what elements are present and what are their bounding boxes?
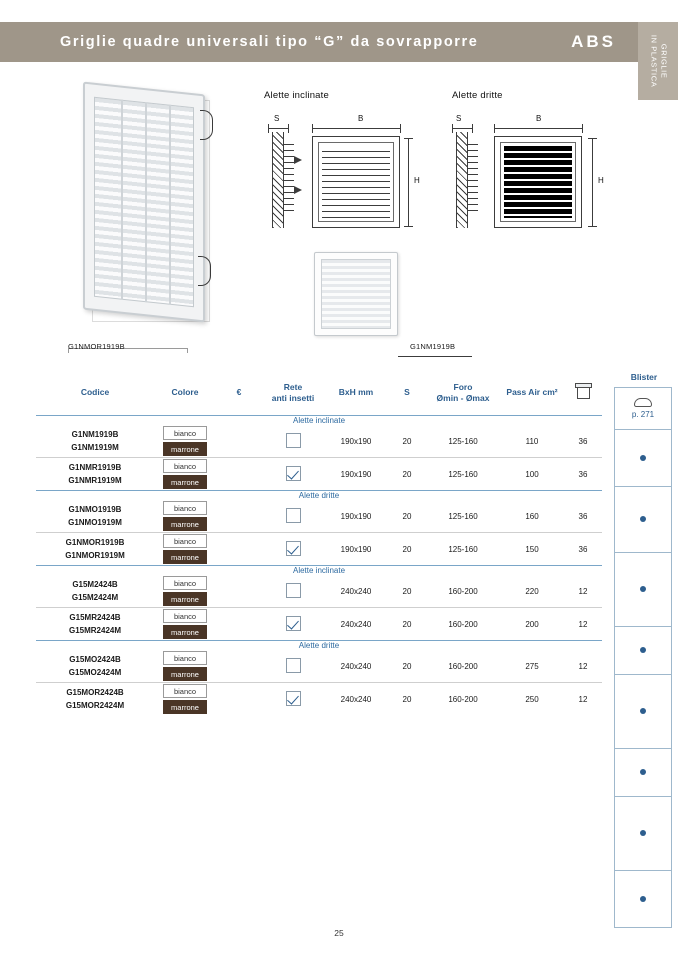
color-cell: [154, 650, 216, 683]
wall-section-hatch: [456, 132, 468, 228]
product-code: G15MR2424B: [69, 613, 121, 623]
color-chip-bianco: bianco: [163, 651, 207, 665]
passair-cell: 110: [525, 436, 539, 446]
col-header-s: S: [388, 372, 426, 416]
dim-label-h: H: [414, 176, 420, 185]
color-cell: [154, 533, 216, 566]
insect-net-checkbox[interactable]: [286, 466, 301, 481]
price-cell: [216, 500, 262, 533]
grille-slats-dritte: [504, 146, 572, 218]
price-cell: [216, 650, 262, 683]
color-cell: [154, 458, 216, 491]
insect-net-checkbox[interactable]: [286, 541, 301, 556]
bxh-cell: 240x240: [340, 661, 372, 671]
color-chip-marrone: marrone: [163, 550, 207, 564]
product-code: G1NMOR1919B: [65, 538, 125, 548]
bxh-cell: 190x190: [324, 533, 388, 566]
blister-dot: [640, 586, 646, 592]
s-cell: 20: [402, 586, 412, 596]
page-number: 25: [334, 928, 344, 938]
bxh-cell: 190x190: [340, 436, 372, 446]
blister-availability-cell: [615, 552, 671, 626]
blister-dot: [640, 455, 646, 461]
dim-tick: [582, 124, 583, 133]
dim-label-s: S: [274, 114, 280, 123]
color-chip-bianco: bianco: [163, 576, 207, 590]
passair-cell: 160: [525, 511, 539, 521]
passair-cell: 275: [525, 661, 539, 671]
qty-cell: 36: [578, 436, 588, 446]
blister-availability-cell: [615, 796, 671, 870]
insect-net-cell[interactable]: [262, 608, 324, 641]
product-codes: [36, 683, 154, 716]
qty-cell: 12: [564, 608, 602, 641]
table-row[interactable]: [36, 608, 602, 641]
product-code: G1NMR1919M: [68, 476, 122, 486]
box-icon: [575, 383, 592, 399]
price-cell: [216, 425, 262, 458]
dim-tick: [472, 124, 473, 133]
dim-label-b: B: [358, 114, 364, 123]
color-cell: [154, 500, 216, 533]
dim-label-b: B: [536, 114, 542, 123]
s-cell: 20: [402, 436, 412, 446]
blister-header: [615, 388, 671, 430]
page-title: Griglie quadre universali tipo “G” da sovrapporre: [60, 34, 479, 50]
price-cell: [216, 608, 262, 641]
dim-line-b: [312, 128, 400, 129]
blister-dot: [640, 647, 646, 653]
product-code: G15MOR2424B: [66, 688, 124, 698]
table-row[interactable]: [36, 458, 602, 491]
grille-slats-inclinate: [322, 146, 390, 218]
table-row[interactable]: [36, 500, 602, 533]
group-title-row: [36, 566, 602, 576]
dim-line-s: [452, 128, 472, 129]
grille-spring-clip: [200, 110, 213, 140]
col-header-passair: Pass Air cm²: [500, 372, 564, 416]
dim-line-s: [268, 128, 288, 129]
product-code: G1NMOR1919M: [65, 551, 125, 561]
qty-cell: 12: [578, 661, 588, 671]
col-header-rete: [262, 372, 324, 416]
table-row[interactable]: [36, 683, 602, 716]
dim-tick: [312, 124, 313, 133]
insect-net-cell[interactable]: [262, 650, 324, 683]
blister-hang-hole-icon: [634, 398, 652, 407]
grille-front-slats: [321, 259, 391, 329]
product-code: G1NM1919M: [71, 443, 119, 453]
group-title: Alette dritte: [36, 641, 602, 651]
group-title: Alette inclinate: [292, 416, 346, 426]
mounting-comb: [468, 144, 478, 214]
grille-vertical-bar: [121, 100, 123, 300]
price-cell: [216, 683, 262, 716]
dim-line-h: [408, 138, 409, 226]
col-header-foro-line2: Ømin - Ømax: [436, 392, 490, 403]
color-cell: [154, 683, 216, 716]
price-cell: [216, 575, 262, 608]
side-tab-line-1: GRIGLIE: [659, 43, 669, 79]
grille-slats: [94, 97, 194, 308]
col-header-bxh: BxH mm: [324, 372, 388, 416]
col-header-price: €: [216, 372, 262, 416]
blister-dot: [640, 708, 646, 714]
color-chip-marrone: marrone: [163, 475, 207, 489]
product-code: G15M2424B: [72, 580, 118, 590]
foro-cell: 160-200: [448, 586, 478, 596]
product-code: G15MO2424B: [69, 655, 121, 665]
col-header-rete-line2: anti insetti: [271, 392, 315, 403]
passair-cell: 250: [500, 683, 564, 716]
bxh-cell: 240x240: [324, 608, 388, 641]
foro-cell: 125-160: [426, 458, 500, 491]
bxh-cell: 240x240: [324, 683, 388, 716]
dim-tick: [400, 124, 401, 133]
insect-net-checkbox[interactable]: [286, 691, 301, 706]
bxh-cell: 240x240: [340, 586, 372, 596]
dim-tick: [288, 124, 289, 133]
grille-vertical-bar: [145, 102, 147, 302]
blister-dot: [640, 830, 646, 836]
dim-tick: [452, 124, 453, 133]
qty-cell: 36: [564, 458, 602, 491]
blister-availability-cell: [615, 430, 671, 486]
dim-tick: [588, 226, 597, 227]
product-codes: [36, 425, 154, 458]
bxh-cell: 190x190: [324, 458, 388, 491]
product-code: G1NMO1919B: [68, 505, 122, 515]
product-code: G15MO2424M: [68, 668, 122, 678]
small-grille-caption: G1NM1919B: [410, 342, 456, 351]
blister-availability-cell: [615, 486, 671, 552]
table-row[interactable]: [36, 575, 602, 608]
color-cell: [154, 608, 216, 641]
grille-perspective-image: [83, 82, 205, 323]
dim-tick: [404, 226, 413, 227]
price-cell: [216, 458, 262, 491]
insect-net-cell[interactable]: [262, 683, 324, 716]
dim-tick: [404, 138, 413, 139]
color-chip-bianco: bianco: [163, 426, 207, 440]
product-table: [36, 372, 602, 715]
dim-line-h: [592, 138, 593, 226]
color-chip-bianco: bianco: [163, 459, 207, 473]
blister-availability-cell: [615, 870, 671, 927]
color-chip-bianco: bianco: [163, 501, 207, 515]
dim-line-b: [494, 128, 582, 129]
s-cell: 20: [402, 511, 412, 521]
illustration-area: [0, 70, 678, 370]
product-code: G15MR2424M: [68, 626, 122, 636]
foro-cell: 160-200: [426, 608, 500, 641]
product-codes: [36, 650, 154, 683]
product-table-area: [36, 372, 658, 715]
foro-cell: 160-200: [426, 683, 500, 716]
dim-tick: [494, 124, 495, 133]
product-codes: [36, 608, 154, 641]
insect-net-cell[interactable]: [262, 575, 324, 608]
grille-vertical-bar: [169, 105, 171, 305]
insect-net-cell[interactable]: [262, 458, 324, 491]
foro-cell: 125-160: [448, 511, 478, 521]
color-chip-marrone: marrone: [163, 592, 207, 606]
product-codes: [36, 533, 154, 566]
qty-cell: 36: [564, 533, 602, 566]
col-header-rete-line1: Rete: [283, 382, 303, 392]
air-flow-arrow: [294, 186, 302, 194]
color-chip-bianco: bianco: [163, 684, 207, 698]
grille-front-image: [314, 252, 398, 336]
color-cell: [154, 425, 216, 458]
color-chip-marrone: marrone: [163, 625, 207, 639]
color-chip-bianco: bianco: [163, 534, 207, 548]
product-codes: [36, 500, 154, 533]
insect-net-cell[interactable]: [262, 425, 324, 458]
color-cell: [154, 575, 216, 608]
group-title: Alette inclinate: [36, 566, 602, 576]
color-chip-marrone: marrone: [163, 442, 207, 456]
table-header-row: [36, 372, 602, 416]
caption-leader-line: [398, 356, 472, 357]
material-badge: ABS: [571, 32, 616, 51]
bxh-cell: 190x190: [340, 511, 372, 521]
s-cell: 20: [388, 608, 426, 641]
s-cell: 20: [388, 458, 426, 491]
col-header-packaging: [564, 372, 602, 416]
dim-tick: [588, 138, 597, 139]
col-header-foro-line1: Foro: [453, 382, 473, 392]
product-code: G15MOR2424M: [65, 701, 125, 711]
insect-net-checkbox[interactable]: [286, 658, 301, 673]
dim-tick: [268, 124, 269, 133]
product-code: G1NM1919B: [71, 430, 119, 440]
blister-page-ref[interactable]: p. 271: [631, 410, 655, 419]
color-chip-bianco: bianco: [163, 609, 207, 623]
blister-cells: [615, 430, 671, 927]
color-chip-marrone: marrone: [163, 667, 207, 681]
big-grille-caption: G1NMOR1919B: [68, 342, 125, 351]
group-title: Alette dritte: [36, 491, 602, 501]
blister-dot: [640, 769, 646, 775]
product-code: G15M2424M: [71, 593, 119, 603]
qty-cell: 36: [578, 511, 588, 521]
col-header-foro: [426, 372, 500, 416]
insect-net-cell[interactable]: [262, 500, 324, 533]
air-flow-arrow: [294, 156, 302, 164]
product-codes: [36, 575, 154, 608]
drawing-title-inclinate: Alette inclinate: [264, 90, 329, 101]
color-chip-marrone: marrone: [163, 517, 207, 531]
foro-cell: 125-160: [426, 533, 500, 566]
col-header-colore: Colore: [154, 372, 216, 416]
table-row[interactable]: [36, 425, 602, 458]
drawing-title-dritte: Alette dritte: [452, 90, 503, 101]
group-title-row: [36, 416, 602, 426]
insect-net-checkbox[interactable]: [286, 433, 301, 448]
blister-title: Blister: [630, 372, 658, 382]
dim-label-s: S: [456, 114, 462, 123]
blister-column: [614, 372, 674, 928]
col-header-codice: Codice: [36, 372, 154, 416]
group-title-row: [36, 641, 602, 651]
blister-availability-cell: [615, 748, 671, 796]
foro-cell: 125-160: [448, 436, 478, 446]
product-code: G1NMR1919B: [68, 463, 122, 473]
s-cell: 20: [402, 661, 412, 671]
product-code: G1NMO1919M: [68, 518, 122, 528]
side-tab-line-2: IN PLASTICA: [649, 34, 659, 88]
passair-cell: 200: [500, 608, 564, 641]
blister-availability-cell: [615, 674, 671, 748]
dim-label-h: H: [598, 176, 604, 185]
table-row[interactable]: [36, 650, 602, 683]
mounting-comb: [284, 144, 294, 214]
price-cell: [216, 533, 262, 566]
grille-spring-clip: [198, 256, 211, 286]
insect-net-checkbox[interactable]: [286, 583, 301, 598]
blister-dot: [640, 896, 646, 902]
wall-section-hatch: [272, 132, 284, 228]
page-header: [0, 22, 638, 62]
blister-card: [614, 387, 672, 928]
passair-cell: 150: [500, 533, 564, 566]
blister-availability-cell: [615, 626, 671, 674]
color-chip-marrone: marrone: [163, 700, 207, 714]
s-cell: 20: [388, 533, 426, 566]
qty-cell: 12: [578, 586, 588, 596]
group-title-row: [36, 491, 602, 501]
table-body: [36, 416, 602, 716]
passair-cell: 220: [525, 586, 539, 596]
insect-net-checkbox[interactable]: [286, 508, 301, 523]
product-codes: [36, 458, 154, 491]
table-row[interactable]: [36, 533, 602, 566]
insect-net-checkbox[interactable]: [286, 616, 301, 631]
qty-cell: 12: [564, 683, 602, 716]
s-cell: 20: [388, 683, 426, 716]
insect-net-cell[interactable]: [262, 533, 324, 566]
foro-cell: 160-200: [448, 661, 478, 671]
passair-cell: 100: [500, 458, 564, 491]
blister-dot: [640, 516, 646, 522]
